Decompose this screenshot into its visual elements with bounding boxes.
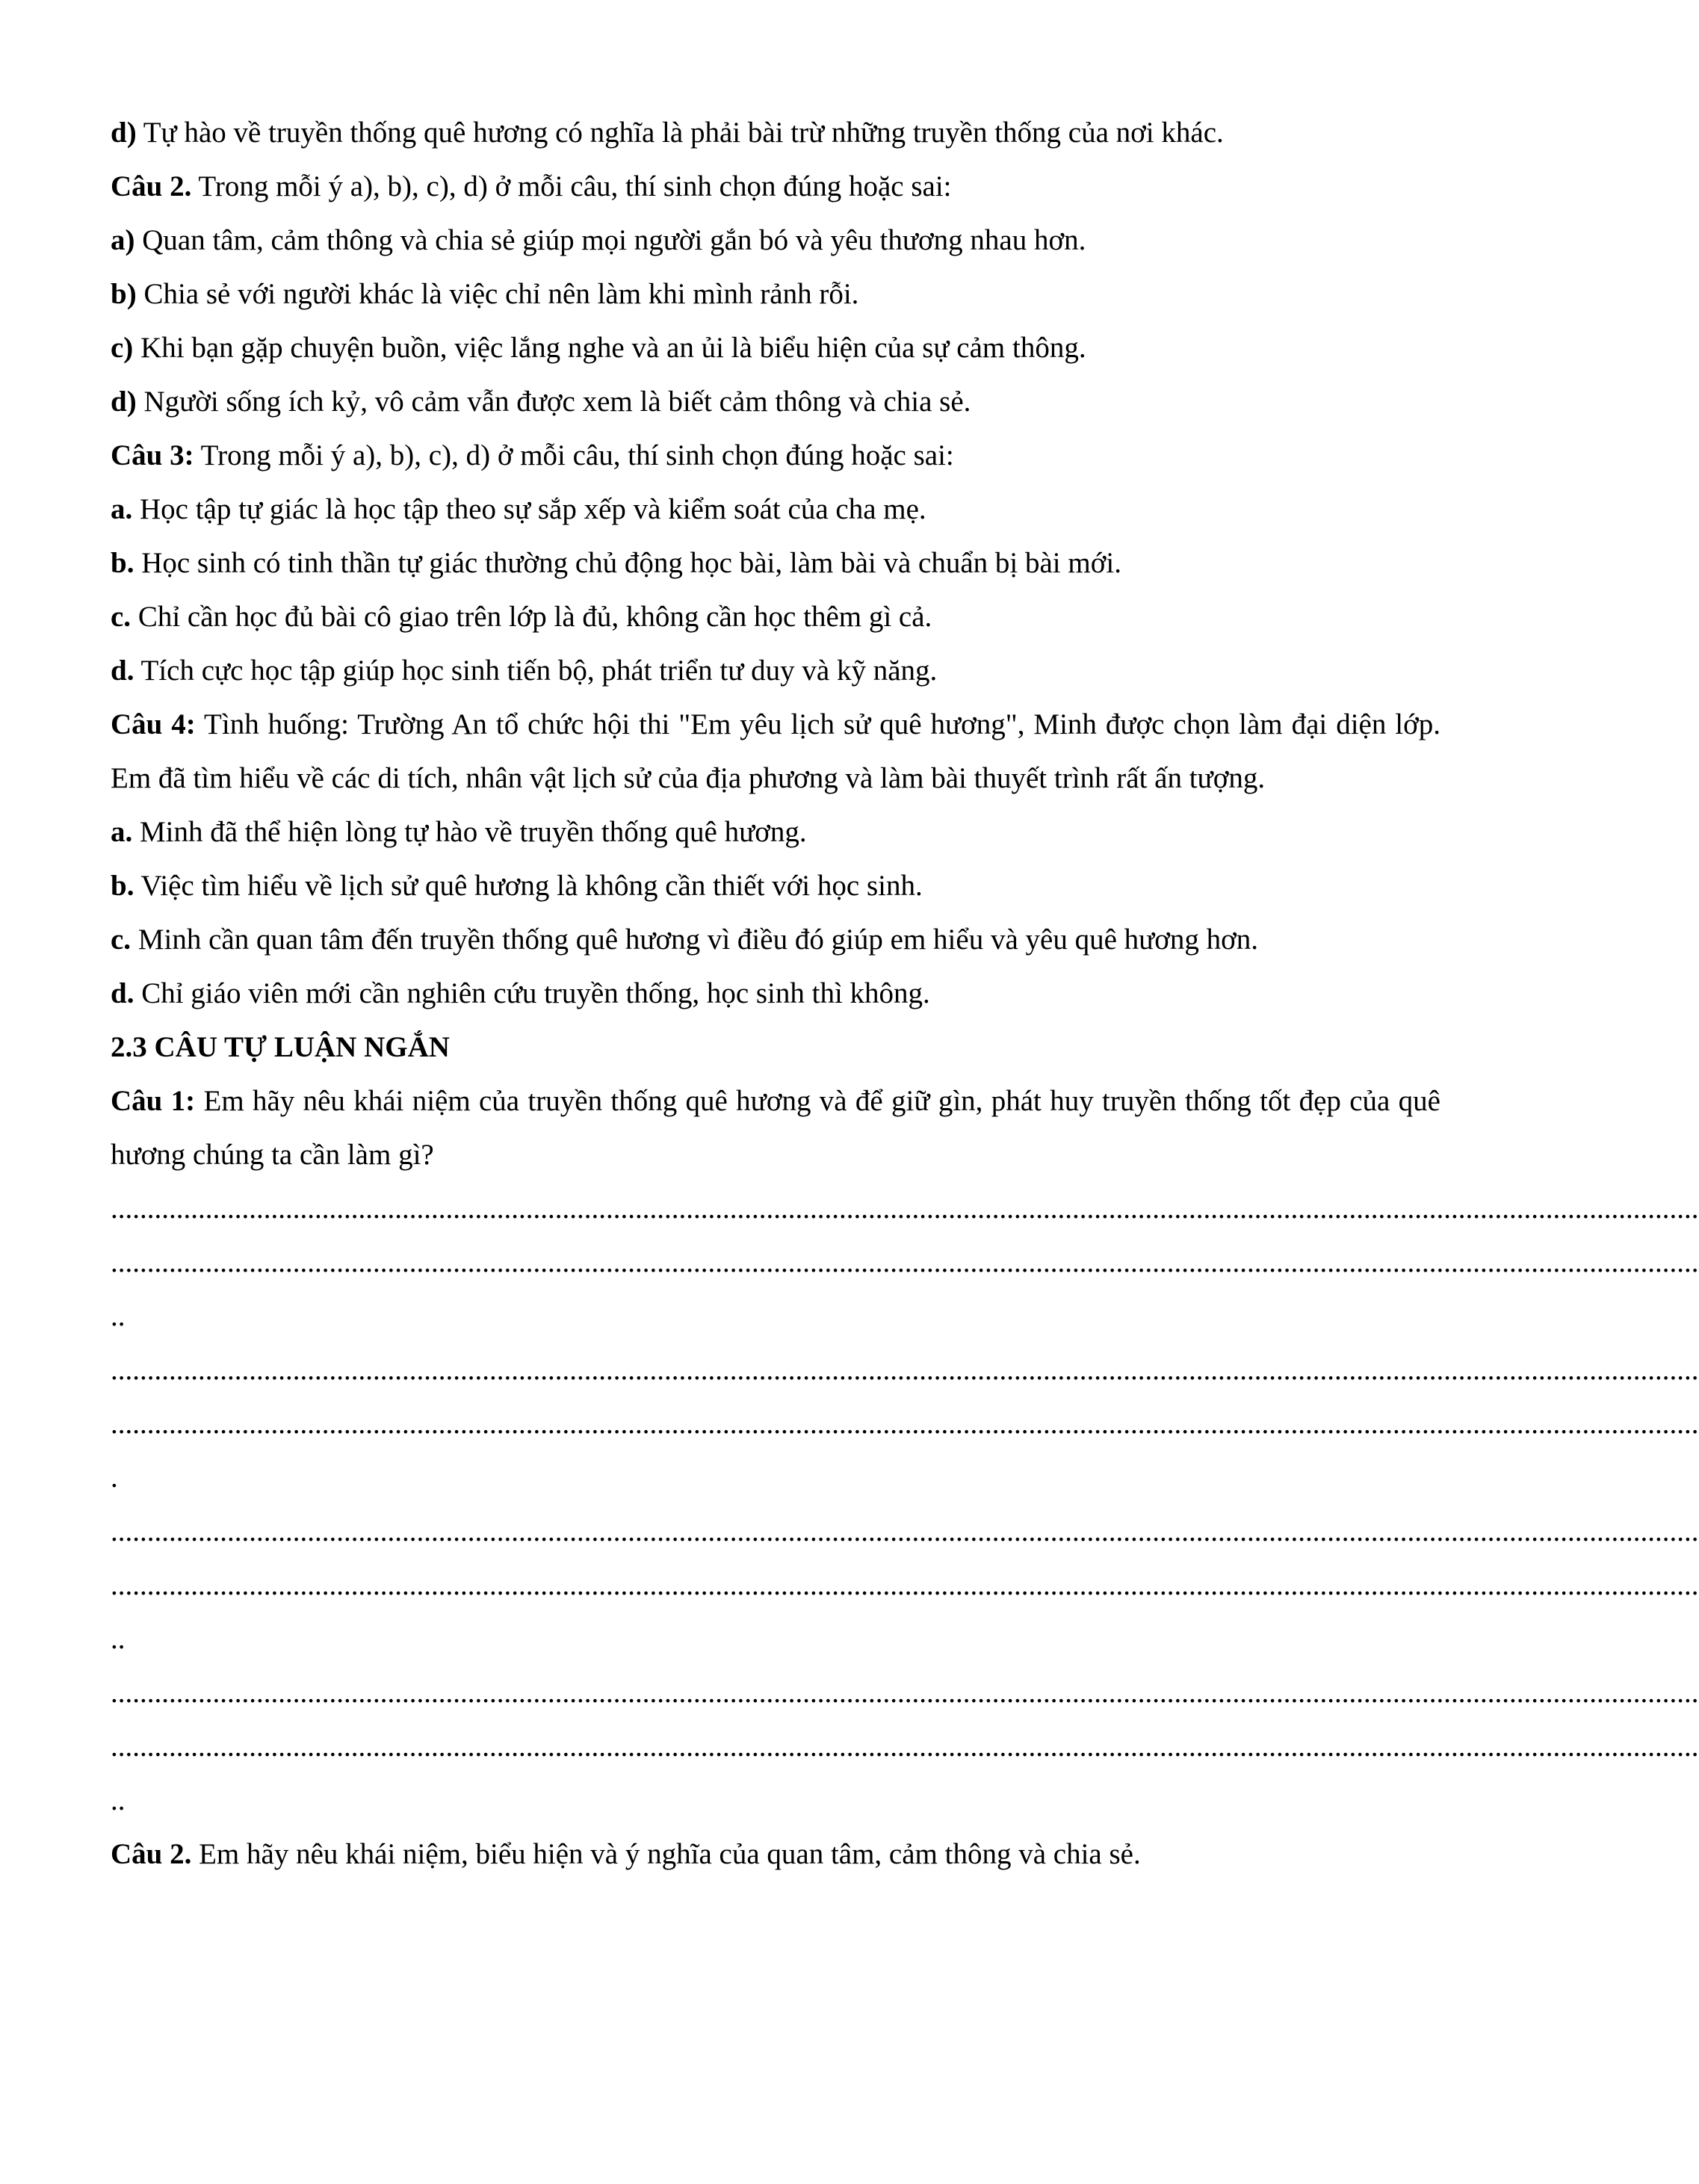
item-text: Minh đã thể hiện lòng tự hào về truyền thống quê hương. (132, 816, 807, 848)
item-text: Chia sẻ với người khác là việc chỉ nên làm khi mình rảnh rỗi. (136, 278, 859, 310)
question-2-item-a (111, 214, 1440, 267)
answer-line[interactable]: . (111, 1461, 118, 1494)
question-3-prompt (111, 429, 1440, 483)
item-text: Học tập tự giác là học tập theo sự sắp xếp và kiểm soát của cha mẹ. (132, 493, 926, 525)
essay-question-1 (111, 1074, 1440, 1182)
question-label: Câu 1: (111, 1085, 196, 1117)
item-label: d. (111, 655, 134, 687)
document-page (111, 106, 1699, 1881)
question-2-item-d (111, 375, 1440, 429)
answer-line[interactable]: .......................................................................................................................................................................................................................... (111, 1408, 1699, 1440)
answer-line[interactable]: .......................................................................................................................................................................................................................... (111, 1515, 1699, 1547)
question-4-item-d (111, 967, 1440, 1021)
item-text: Chỉ cần học đủ bài cô giao trên lớp là đủ, không cần học thêm gì cả. (131, 601, 932, 633)
item-text: Việc tìm hiểu về lịch sử quê hương là không cần thiết với học sinh. (134, 870, 923, 902)
question-1-item-d (111, 106, 1440, 160)
question-3-item-b (111, 536, 1440, 590)
question-text: Tình huống: Trường An tổ chức hội thi "Em yêu lịch sử quê hương", Minh được chọn làm đại diện lớp. Em đã tìm hiểu về các di tích, nhân vật lịch sử của địa phương và làm bài thuyết trình rất ấn tượng. (111, 708, 1440, 794)
answer-line[interactable]: .. (111, 1300, 126, 1332)
question-label: Câu 3: (111, 439, 194, 471)
item-text: Minh cần quan tâm đến truyền thống quê hương vì điều đó giúp em hiểu và yêu quê hương hơn. (131, 924, 1259, 956)
answer-line[interactable]: .......................................................................................................................................................................................................................... (111, 1246, 1699, 1278)
question-2-prompt (111, 160, 1440, 214)
question-text: Em hãy nêu khái niệm, biểu hiện và ý nghĩa của quan tâm, cảm thông và chia sẻ. (191, 1838, 1141, 1870)
item-label: d) (111, 386, 137, 418)
question-2-item-b (111, 267, 1440, 321)
answer-line[interactable]: .......................................................................................................................................................................................................................... (111, 1730, 1699, 1763)
question-3-item-d (111, 644, 1440, 698)
answer-line[interactable]: .......................................................................................................................................................................................................................... (111, 1354, 1699, 1386)
question-text: Trong mỗi ý a), b), c), d) ở mỗi câu, thí sinh chọn đúng hoặc sai: (191, 170, 952, 202)
item-label: d) (111, 117, 137, 149)
section-heading: 2.3 CÂU TỰ LUẬN NGẮN (111, 1031, 450, 1063)
question-text: Trong mỗi ý a), b), c), d) ở mỗi câu, thí sinh chọn đúng hoặc sai: (194, 439, 954, 471)
question-label: Câu 4: (111, 708, 196, 740)
item-text: Học sinh có tinh thần tự giác thường chủ động học bài, làm bài và chuẩn bị bài mới. (134, 547, 1121, 579)
item-label: b) (111, 278, 137, 310)
item-label: c) (111, 332, 134, 364)
item-label: a) (111, 224, 135, 256)
item-label: b. (111, 870, 134, 902)
question-3-item-a (111, 483, 1440, 536)
question-4-item-b (111, 859, 1440, 913)
item-label: a. (111, 493, 133, 525)
item-label: c. (111, 924, 131, 956)
answer-line[interactable]: .. (111, 1784, 126, 1816)
question-4-item-a (111, 805, 1440, 859)
answer-line[interactable]: .. (111, 1623, 126, 1655)
item-text: Người sống ích kỷ, vô cảm vẫn được xem là biết cảm thông và chia sẻ. (136, 386, 971, 418)
answer-line[interactable]: .......................................................................................................................................................................................................................... (111, 1192, 1699, 1225)
item-text: Tự hào về truyền thống quê hương có nghĩa là phải bài trừ những truyền thống của nơi khác. (136, 117, 1224, 149)
question-label: Câu 2. (111, 170, 192, 202)
item-label: c. (111, 601, 131, 633)
item-label: d. (111, 977, 134, 1009)
question-label: Câu 2. (111, 1838, 192, 1870)
item-text: Chỉ giáo viên mới cần nghiên cứu truyền thống, học sinh thì không. (134, 977, 930, 1009)
question-4-prompt (111, 698, 1440, 805)
item-label: b. (111, 547, 134, 579)
essay-question-2 (111, 1828, 1440, 1881)
item-text: Tích cực học tập giúp học sinh tiến bộ, phát triển tư duy và kỹ năng. (134, 655, 938, 687)
question-3-item-c (111, 590, 1440, 644)
question-4-item-c (111, 913, 1440, 967)
item-label: a. (111, 816, 133, 848)
item-text: Khi bạn gặp chuyện buồn, việc lắng nghe và an ủi là biểu hiện của sự cảm thông. (133, 332, 1086, 364)
question-2-item-c (111, 321, 1440, 375)
item-text: Quan tâm, cảm thông và chia sẻ giúp mọi người gắn bó và yêu thương nhau hơn. (134, 224, 1086, 256)
answer-line[interactable]: .......................................................................................................................................................................................................................... (111, 1569, 1699, 1601)
answer-line[interactable]: .......................................................................................................................................................................................................................... (111, 1677, 1699, 1709)
question-text: Em hãy nêu khái niệm của truyền thống quê hương và để giữ gìn, phát huy truyền thống tốt đẹp của quê hương chúng ta cần làm gì? (111, 1085, 1440, 1171)
